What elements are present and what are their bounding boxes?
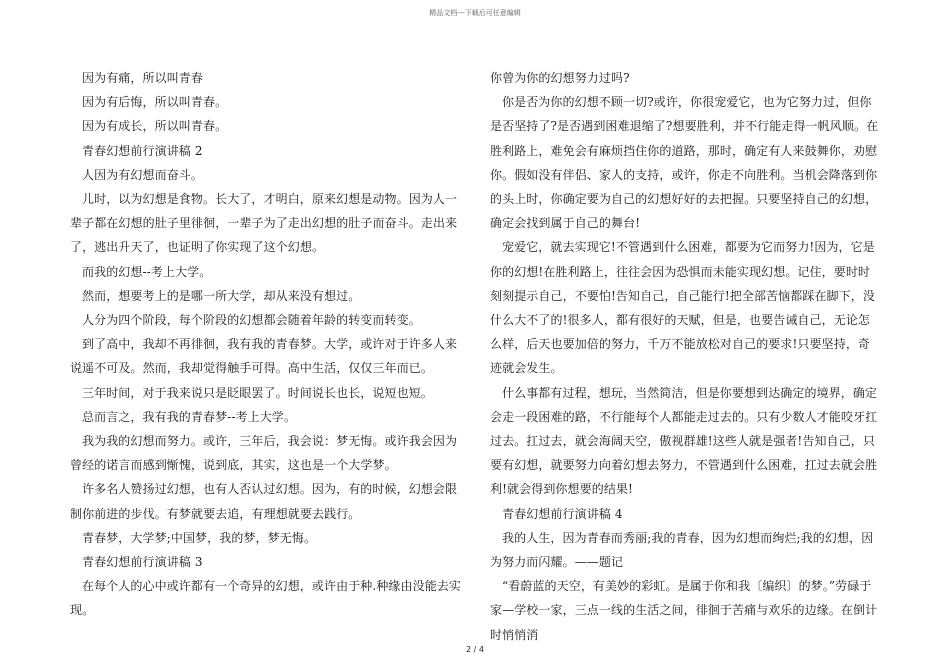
paragraph: 因为有成长，所以叫青春。 (82, 119, 228, 134)
paragraph: 许多名人赞扬过幻想，也有人否认过幻想。因为，有的时候，幻想会限制你前进的步伐。有梦就要去追，有理想就要去践行。 (70, 482, 458, 521)
paragraph: 我的人生，因为青春而秀丽;我的青春，因为幻想而绚烂;我的幻想，因为努力而闪耀。——题记 (490, 530, 874, 570)
right-column (490, 66, 882, 647)
paragraph-continued: 你曾为你的幻想努力过吗? (490, 71, 630, 85)
page-header: 精品文档---下载后可任意编辑 (429, 9, 521, 17)
paragraph: 然而，想要考上的是哪一所大学，却从来没有想过。 (82, 288, 361, 303)
paragraph: 因为有痛，所以叫青春 (82, 71, 204, 85)
paragraph: 我为我的幻想而努力。或许，三年后，我会说：梦无悔。或许我会因为曾经的诺言而感到惭愧，说到底，其实，这也是一个大学梦。 (70, 434, 458, 473)
paragraph: 宠爱它，就去实现它!不管遇到什么困难，都要为它而努力!因为，它是你的幻想!在胜利路上，往往会因为恐惧而未能实现幻想。记住，要时时刻刻提示自己，不要怕!告知自己，自己能行!把全部苦恼都踩在脚下，没什么大不了的!很多人，都有很好的天赋，但是，也要告诫自己，无论怎么样，后天也要加倍的努力，千万不能放松对自己的要求!只要坚持，奇迹就会发生。 (490, 240, 875, 376)
paragraph: “看蔚蓝的天空，有美妙的彩虹。是属于你和我〔编织〕的梦。”劳碌于家—学校一家，三点一线的生活之间，徘徊于苦痛与欢乐的边缘。在倒计时悄悄消 (490, 579, 878, 642)
paragraph: 三年时间，对于我来说只是眨眼罢了。时间说长也长，说短也短。 (82, 385, 433, 400)
paragraph: 总而言之，我有我的青春梦--考上大学。 (82, 409, 297, 424)
paragraph: 什么事都有过程，想玩，当然简洁，但是你要想到达确定的境界，确定会走一段困难的路，不行能每个人都能走过去的。只有少数人才能咬牙扛过去。扛过去，就会海阔天空，傲视群雄!这些人就是强者!告知自己，只要有幻想，就要努力向着幻想去努力，不管遇到什么困难，扛过去就会胜利!就会得到你想要的结果! (490, 385, 878, 497)
section-heading: 青春幻想前行演讲稿 3 (82, 555, 203, 570)
page-number: 2 / 4 (466, 645, 484, 654)
paragraph: 人分为四个阶段，每个阶段的幻想都会随着年龄的转变而转变。 (82, 313, 421, 328)
paragraph: 在每个人的心中或许都有一个奇异的幻想，或许由于种.种缘由没能去实现。 (70, 579, 462, 618)
paragraph: 儿时，以为幻想是食物。长大了，才明白，原来幻想是动物。因为人一辈子都在幻想的肚子里徘徊，一辈子为了走出幻想的肚子而奋斗。走出来了，逃出升天了，也证明了你实现了这个幻想。 (70, 192, 458, 255)
paragraph: 到了高中，我却不再徘徊，我有我的青春梦。大学，或许对于许多人来说遥不可及。然而，我却觉得触手可得。高中生活，仅仅三年而已。 (70, 337, 458, 376)
paragraph: 人因为有幻想而奋斗。 (82, 167, 204, 182)
left-column (70, 66, 462, 623)
section-heading: 青春幻想前行演讲稿 2 (82, 143, 203, 158)
paragraph: 而我的幻想--考上大学。 (82, 264, 212, 279)
paragraph: 青春梦，大学梦;中国梦，我的梦，梦无悔。 (82, 530, 317, 545)
paragraph: 你是否为你的幻想不顾一切?或许，你很宠爱它，也为它努力过，但你是否坚持了?是否遇到困难退缩了?想要胜利，并不行能走得一帆风顺。在胜利路上，难免会有麻烦挡住你的道路，那时，确定有人来鼓舞你，劝慰你。假如没有伴侣、家人的支持，或许，你走不向胜利。当机会降落到你的头上时，你确定要为自己的幻想好好的去把握。只要坚持自己的幻想，确定会找到属于自己的舞台! (490, 95, 879, 231)
paragraph: 因为有后悔，所以叫青春。 (82, 95, 228, 110)
section-heading: 青春幻想前行演讲稿 4 (502, 506, 623, 521)
